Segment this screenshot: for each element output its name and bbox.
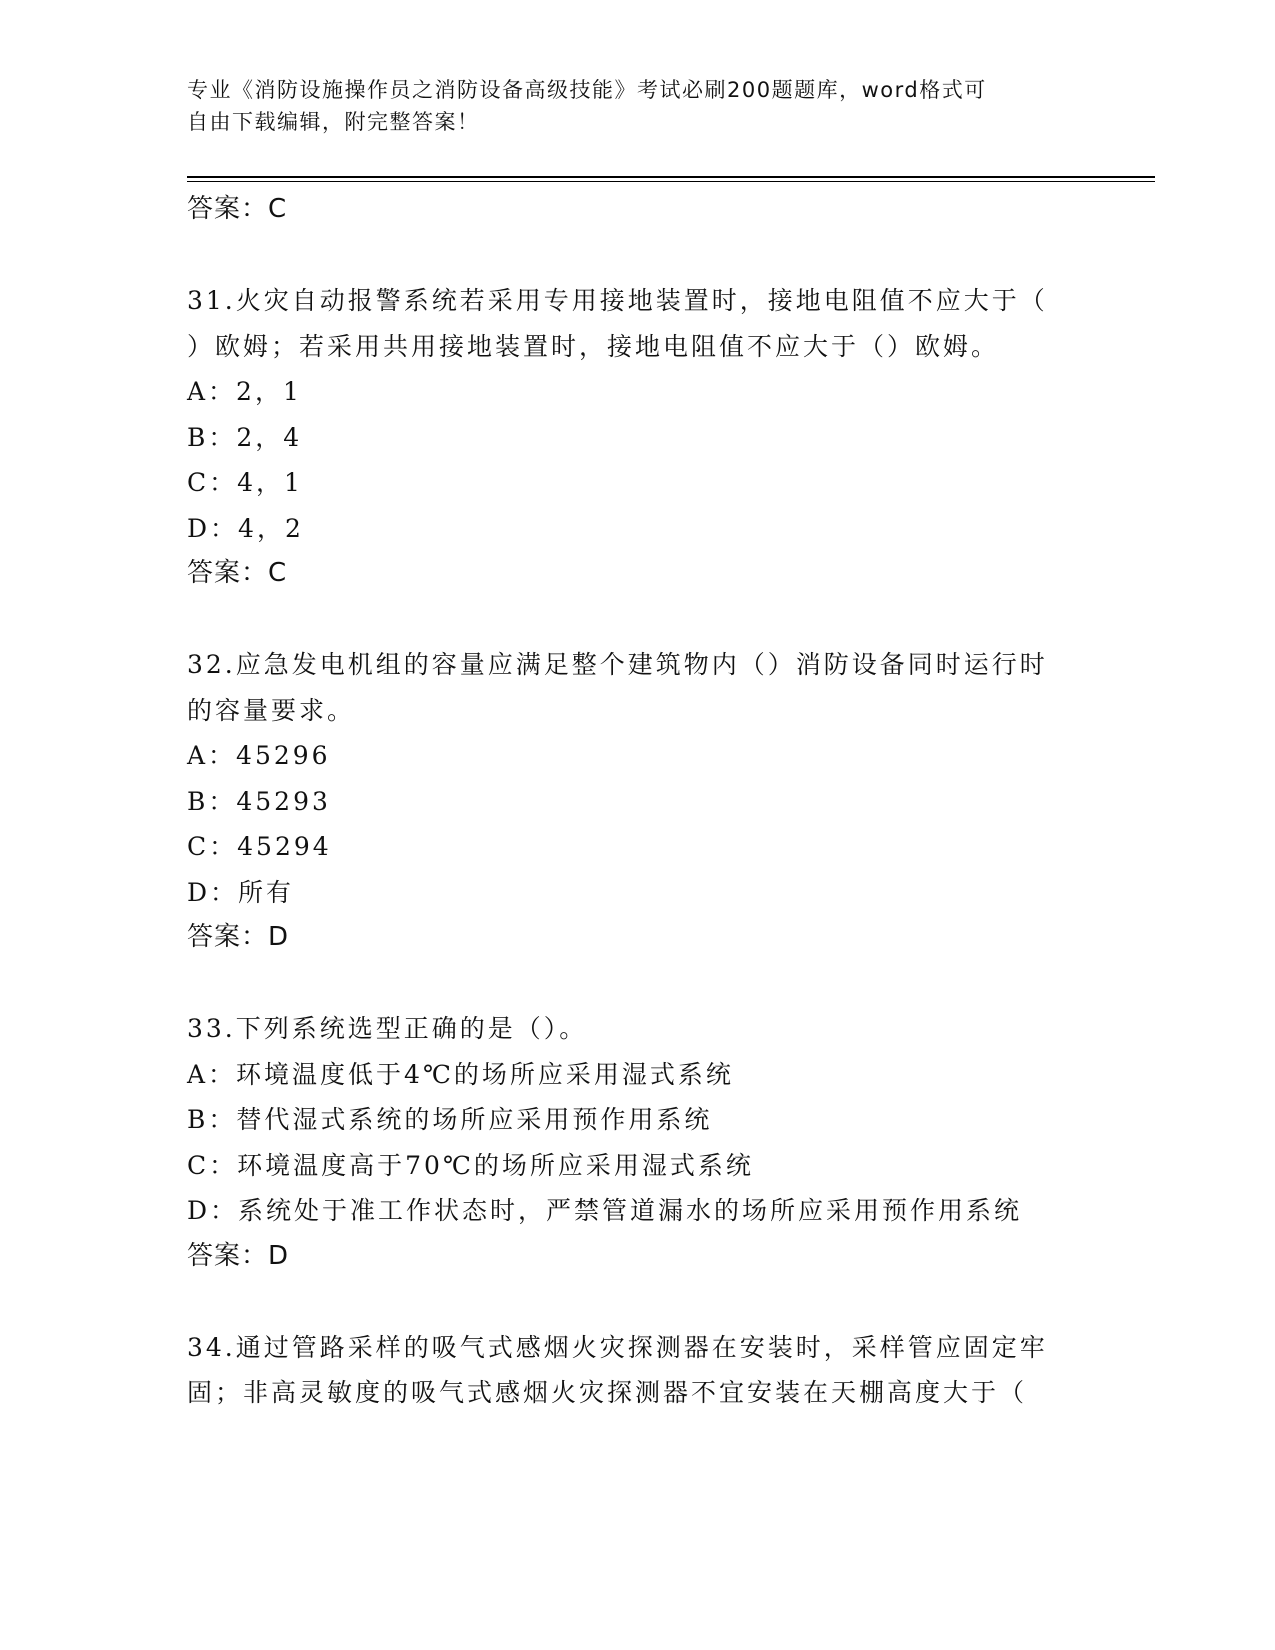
option-b: B：替代湿式系统的场所应采用预作用系统 bbox=[187, 1105, 713, 1134]
option-b: B：2，4 bbox=[187, 422, 303, 452]
question-block bbox=[187, 642, 1087, 961]
header-rule-thick bbox=[187, 176, 1155, 178]
header-rule-thin bbox=[187, 181, 1155, 182]
question-stem-line: 32.应急发电机组的容量应满足整个建筑物内（）消防设备同时运行时 bbox=[187, 650, 1048, 679]
option-b: B：45293 bbox=[187, 786, 331, 816]
header-line-1: 专业《消防设施操作员之消防设备高级技能》考试必刷200题题库，word格式可 bbox=[187, 78, 987, 102]
option-a: A：2，1 bbox=[187, 377, 302, 406]
question-stem-line: 31.火灾自动报警系统若采用专用接地装置时，接地电阻值不应大于（ bbox=[187, 286, 1048, 315]
option-c: C：45294 bbox=[187, 832, 332, 861]
option-d: D：系统处于准工作状态时，严禁管道漏水的场所应采用预作用系统 bbox=[187, 1196, 1023, 1225]
question-stem-line: 34.通过管路采样的吸气式感烟火灾探测器在安装时，采样管应固定牢 bbox=[187, 1332, 1048, 1362]
answer-line: 答案：C bbox=[187, 194, 288, 224]
header-line-2: 自由下载编辑，附完整答案！ bbox=[187, 110, 480, 134]
option-c: C：4，1 bbox=[187, 468, 303, 497]
question-block bbox=[187, 278, 1087, 597]
document-header bbox=[187, 74, 1067, 138]
option-d: D：4，2 bbox=[187, 513, 304, 543]
question-stem-line: 33.下列系统选型正确的是（）。 bbox=[187, 1014, 588, 1043]
option-d: D：所有 bbox=[187, 877, 295, 907]
answer-line: 答案：D bbox=[187, 922, 290, 952]
option-a: A：45296 bbox=[187, 741, 331, 770]
question-stem-line: ）欧姆；若采用共用接地装置时，接地电阻值不应大于（）欧姆。 bbox=[187, 331, 1000, 361]
spacer bbox=[187, 1279, 1087, 1325]
answer-line: 答案：C bbox=[187, 558, 288, 588]
spacer bbox=[187, 597, 1087, 643]
option-a: A：环境温度低于4℃的场所应采用湿式系统 bbox=[187, 1059, 734, 1089]
answer-line: 答案：D bbox=[187, 1240, 290, 1271]
document-body bbox=[187, 187, 1087, 1416]
question-block bbox=[187, 1006, 1087, 1279]
spacer bbox=[187, 961, 1087, 1007]
question-stem-line: 固；非高灵敏度的吸气式感烟火灾探测器不宜安装在天棚高度大于（ bbox=[187, 1378, 1028, 1407]
option-c: C：环境温度高于70℃的场所应采用湿式系统 bbox=[187, 1150, 754, 1180]
spacer bbox=[187, 233, 1087, 279]
question-stem-line: 的容量要求。 bbox=[187, 695, 356, 725]
question-block bbox=[187, 1325, 1087, 1416]
